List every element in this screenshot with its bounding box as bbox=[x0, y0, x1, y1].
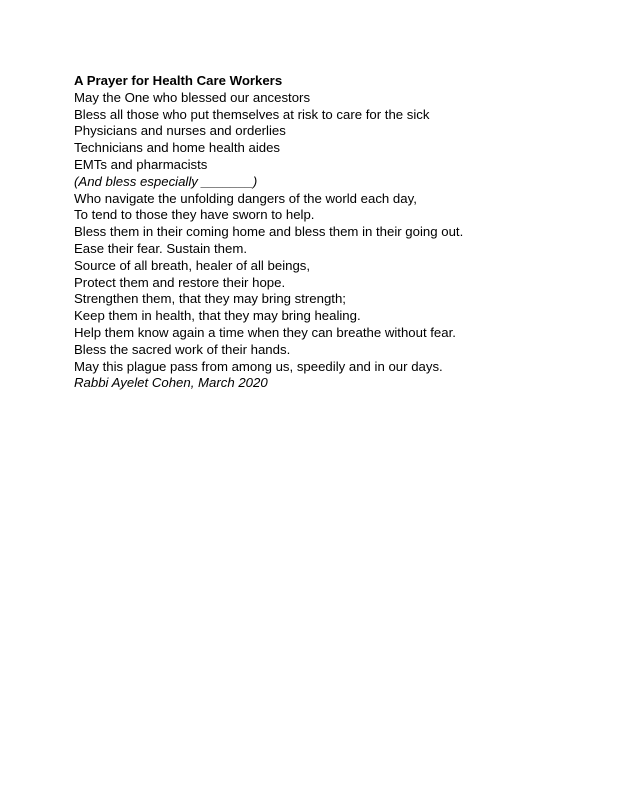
prayer-line-8: To tend to those they have sworn to help. bbox=[74, 207, 315, 223]
prayer-line-9: Bless them in their coming home and bless them in their going out. bbox=[74, 224, 464, 240]
prayer-title: A Prayer for Health Care Workers bbox=[74, 73, 283, 88]
prayer-line-4: Technicians and home health aides bbox=[74, 140, 281, 156]
prayer-line-5: EMTs and pharmacists bbox=[74, 156, 208, 172]
prayer-line-17: May this plague pass from among us, speedily and in our days. bbox=[74, 358, 443, 374]
prayer-line-14: Keep them in health, that they may bring healing. bbox=[74, 308, 361, 324]
prayer-attribution: Rabbi Ayelet Cohen, March 2020 bbox=[74, 375, 268, 391]
prayer-line-15: Help them know again a time when they can breathe without fear. bbox=[74, 324, 456, 340]
prayer-line-12: Protect them and restore their hope. bbox=[74, 274, 286, 290]
prayer-line-7: Who navigate the unfolding dangers of the world each day, bbox=[74, 190, 417, 206]
document-page bbox=[74, 73, 594, 392]
prayer-line-11: Source of all breath, healer of all beings, bbox=[74, 257, 311, 273]
prayer-line-13: Strengthen them, that they may bring strength; bbox=[74, 291, 346, 307]
prayer-line-10: Ease their fear. Sustain them. bbox=[74, 240, 247, 256]
prayer-line-3: Physicians and nurses and orderlies bbox=[74, 123, 286, 139]
prayer-line-16: Bless the sacred work of their hands. bbox=[74, 341, 291, 357]
prayer-line-2: Bless all those who put themselves at risk to care for the sick bbox=[74, 106, 430, 122]
prayer-line-1: May the One who blessed our ancestors bbox=[74, 89, 311, 105]
prayer-line-6-blessing-blank: (And bless especially _______) bbox=[74, 173, 258, 189]
